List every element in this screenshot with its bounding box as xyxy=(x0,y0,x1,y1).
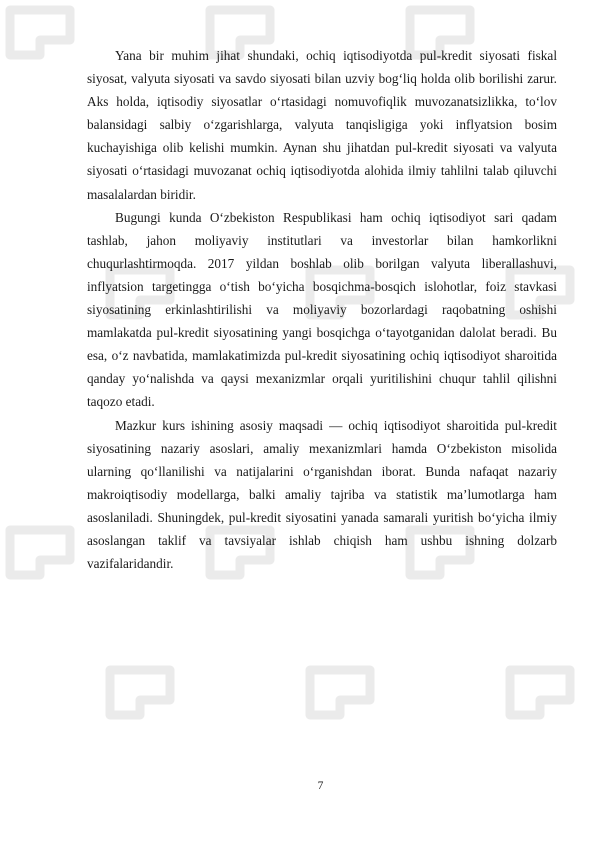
paragraph-1: Yana bir muhim jihat shundaki, ochiq iqtisodiyotda pul-kredit siyosati fiskal siyosat, valyuta siyosati va savdo siyosati bilan uzviy bog‘liq holda olib borilishi zarur. Aks holda, iqtisodiy siyosatlar o‘rtasidagi nomuvofiqlik muvozanatsizlikka, to‘lov balansidagi salbiy o‘zgarishlarga, valyuta tanqisligiga yoki inflyatsion bosim kuchayishiga olib kelishi mumkin. Aynan shu jihatdan pul-kredit siyosati va valyuta siyosati o‘rtasidagi muvozanat ochiq iqtisodiyotda alohida ilmiy tahlilni talab qiluvchi masalalardan biridir. xyxy=(87,48,557,202)
watermark-mark xyxy=(110,670,170,715)
paragraph-3: Mazkur kurs ishining asosiy maqsadi — ochiq iqtisodiyot sharoitida pul-kredit siyosatining nazariy asoslari, amaliy mexanizmlari hamda O‘zbekiston misolida ularning qo‘llanilishi va natijalarini o‘rganishdan iborat. Bunda nafaqat nazariy makroiqtisodiy modellarga, balki amaliy tajriba va statistik ma’lumotlarga ham asoslaniladi. Shuningdek, pul-kredit siyosatini yanada samarali yuritish bo‘yicha ilmiy asoslangan taklif va tavsiyalar ishlab chiqish ham ushbu ishning dolzarb vazifalaridandir. xyxy=(87,417,557,572)
paragraph-2: Bugungi kunda O‘zbekiston Respublikasi ham ochiq iqtisodiyot sari qadam tashlab, jahon moliyaviy institutlari va investorlar bilan hamkorlikni chuqurlashtirmoqda. 2017 yildan boshlab olib borilgan valyuta liberallashuvi, inflyatsion targetingga o‘tish bo‘yicha bosqichma-bosqich islohotlar, foiz stavkasi siyosatining erkinlashtirilishi va moliyaviy bozorlardagi raqobatning oshishi mamlakatda pul-kredit siyosatining yangi bosqichga o‘tayotganidan dalolat beradi. Bu esa, o‘z navbatida, mamlakatimizda pul-kredit siyosatining ochiq iqtisodiyot sharoitida qanday yo‘nalishda va qaysi mexanizmlar orqali yuritilishini chuqur tahlil qilishni taqozo etadi. xyxy=(87,209,557,410)
watermark-mark xyxy=(310,670,370,715)
page-body xyxy=(87,44,557,575)
watermark-mark xyxy=(10,530,70,575)
watermark-mark xyxy=(10,10,70,55)
page-number: 7 xyxy=(317,780,324,792)
watermark-mark xyxy=(510,670,570,715)
